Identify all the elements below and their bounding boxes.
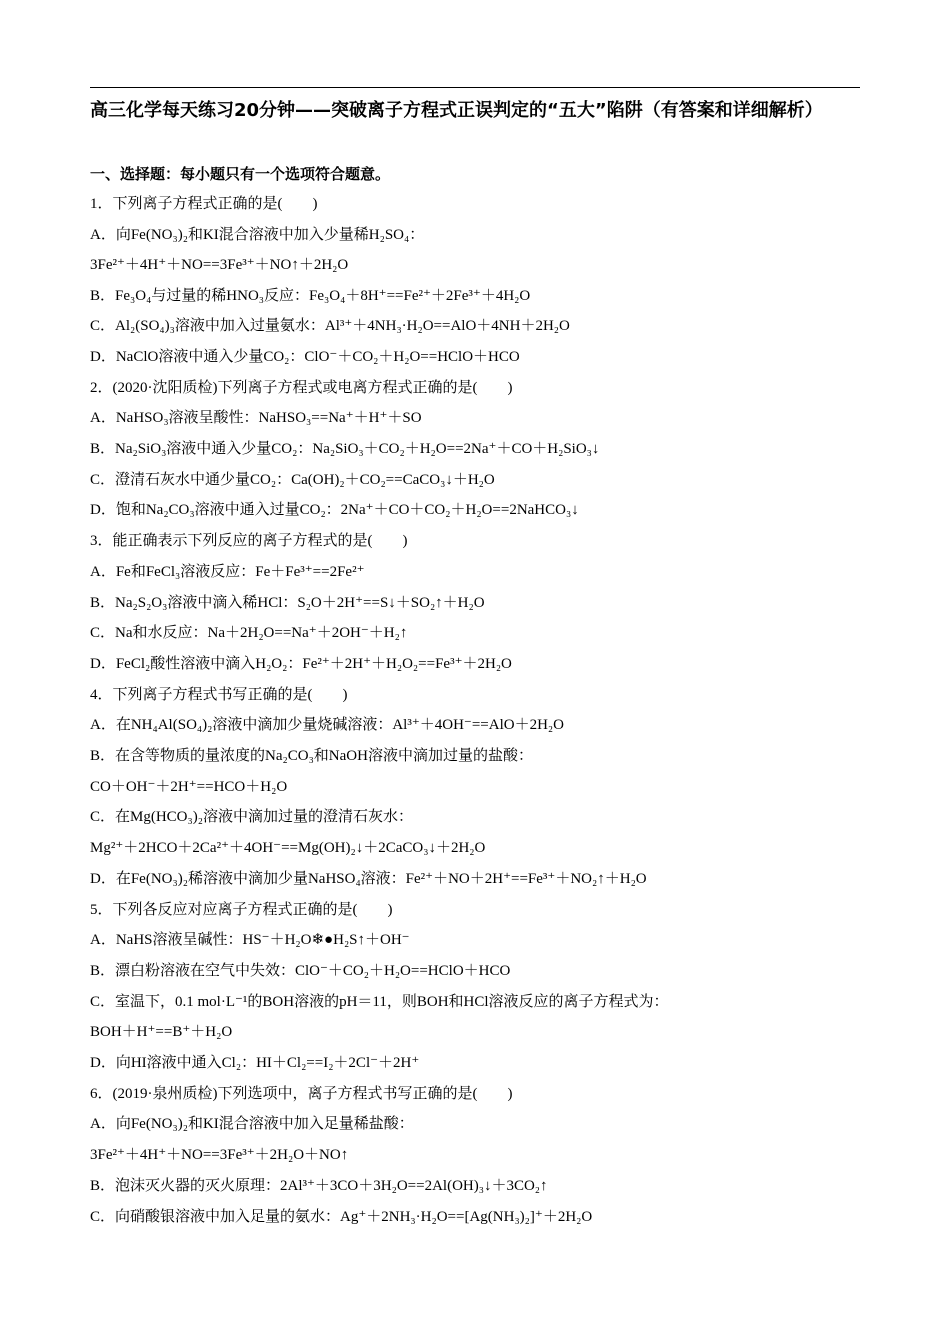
question-6-option-a-equation: 3Fe²⁺＋4H⁺＋NO==3Fe³⁺＋2H₂O＋NO↑ [90, 1147, 349, 1163]
question-1-option-a: A．向Fe(NO₃)₂和KI混合溶液中加入少量稀H₂SO₄： [90, 227, 425, 243]
question-3-stem: 3．能正确表示下列反应的离子方程式的是( ) [90, 533, 408, 549]
question-2-option-d: D．饱和Na₂CO₃溶液中通入过量CO₂：2Na⁺＋CO＋CO₂＋H₂O==2NaHCO₃↓ [90, 502, 579, 518]
question-5-stem: 5．下列各反应对应离子方程式正确的是( ) [90, 902, 393, 918]
section-heading: 一、选择题：每小题只有一个选项符合题意。 [90, 165, 391, 183]
question-3-option-d: D．FeCl₂酸性溶液中滴入H₂O₂：Fe²⁺＋2H⁺＋H₂O₂==Fe³⁺＋2H₂O [90, 656, 512, 672]
question-5-option-c-equation: BOH＋H⁺==B⁺＋H₂O [90, 1024, 233, 1040]
question-4-option-b-equation: CO＋OH⁻＋2H⁺==HCO＋H₂O [90, 779, 288, 795]
header-rule [90, 87, 860, 88]
question-4-stem: 4．下列离子方程式书写正确的是( ) [90, 687, 348, 703]
question-6-option-c: C．向硝酸银溶液中加入足量的氨水：Ag⁺＋2NH₃·H₂O==[Ag(NH₃)₂]⁺＋2H₂O [90, 1209, 593, 1225]
question-2-option-c: C．澄清石灰水中通少量CO₂：Ca(OH)₂＋CO₂==CaCO₃↓＋H₂O [90, 472, 495, 488]
question-5-option-d: D．向HI溶液中通入Cl₂：HI＋Cl₂==I₂＋2Cl⁻＋2H⁺ [90, 1055, 420, 1071]
question-4-option-d: D．在Fe(NO₃)₂稀溶液中滴加少量NaHSO₄溶液：Fe²⁺＋NO＋2H⁺==Fe³⁺＋NO₂↑＋H₂O [90, 871, 647, 887]
document-title: 高三化学每天练习20分钟——突破离子方程式正误判定的“五大”陷阱（有答案和详细解析） [90, 100, 823, 121]
question-1-stem: 1．下列离子方程式正确的是( ) [90, 196, 318, 212]
question-5-option-c: C．室温下，0.1 mol·L⁻¹的BOH溶液的pH＝11，则BOH和HCl溶液反应的离子方程式为： [90, 994, 669, 1010]
question-2-option-a: A．NaHSO₃溶液呈酸性：NaHSO₃==Na⁺＋H⁺＋SO [90, 410, 422, 426]
question-4-option-c: C．在Mg(HCO₃)₂溶液中滴加过量的澄清石灰水： [90, 809, 413, 825]
question-1-option-d: D．NaClO溶液中通入少量CO₂：ClO⁻＋CO₂＋H₂O==HClO＋HCO [90, 349, 520, 365]
question-1-option-b: B．Fe₃O₄与过量的稀HNO₃反应：Fe₃O₄＋8H⁺==Fe²⁺＋2Fe³⁺＋4H₂O [90, 288, 531, 304]
question-3-option-a: A．Fe和FeCl₃溶液反应：Fe＋Fe³⁺==2Fe²⁺ [90, 564, 365, 580]
question-6-option-a: A．向Fe(NO₃)₂和KI混合溶液中加入足量稀盐酸： [90, 1116, 414, 1132]
question-3-option-b: B．Na₂S₂O₃溶液中滴入稀HCl：S₂O＋2H⁺==S↓＋SO₂↑＋H₂O [90, 595, 485, 611]
question-6-option-b: B．泡沫灭火器的灭火原理：2Al³⁺＋3CO＋3H₂O==2Al(OH)₃↓＋3CO₂↑ [90, 1178, 548, 1194]
question-4-option-c-equation: Mg²⁺＋2HCO＋2Ca²⁺＋4OH⁻==Mg(OH)₂↓＋2CaCO₃↓＋2H₂O [90, 840, 486, 856]
question-6-stem: 6．(2019·泉州质检)下列选项中，离子方程式书写正确的是( ) [90, 1086, 513, 1102]
question-1-option-a-equation: 3Fe²⁺＋4H⁺＋NO==3Fe³⁺＋NO↑＋2H₂O [90, 257, 349, 273]
question-2-stem: 2．(2020·沈阳质检)下列离子方程式或电离方程式正确的是( ) [90, 380, 513, 396]
question-2-option-b: B．Na₂SiO₃溶液中通入少量CO₂：Na₂SiO₃＋CO₂＋H₂O==2Na⁺＋CO＋H₂SiO₃↓ [90, 441, 600, 457]
question-3-option-c: C．Na和水反应：Na＋2H₂O==Na⁺＋2OH⁻＋H₂↑ [90, 625, 408, 641]
question-5-option-b: B．漂白粉溶液在空气中失效：ClO⁻＋CO₂＋H₂O==HClO＋HCO [90, 963, 511, 979]
question-4-option-b: B．在含等物质的量浓度的Na₂CO₃和NaOH溶液中滴加过量的盐酸： [90, 748, 533, 764]
question-1-option-c: C．Al₂(SO₄)₃溶液中加入过量氨水：Al³⁺＋4NH₃·H₂O==AlO＋4NH＋2H₂O [90, 318, 570, 334]
question-5-option-a: A．NaHS溶液呈碱性：HS⁻＋H₂O❄●H₂S↑＋OH⁻ [90, 932, 410, 948]
question-4-option-a: A．在NH₄Al(SO₄)₂溶液中滴加少量烧碱溶液：Al³⁺＋4OH⁻==AlO＋2H₂O [90, 717, 564, 733]
